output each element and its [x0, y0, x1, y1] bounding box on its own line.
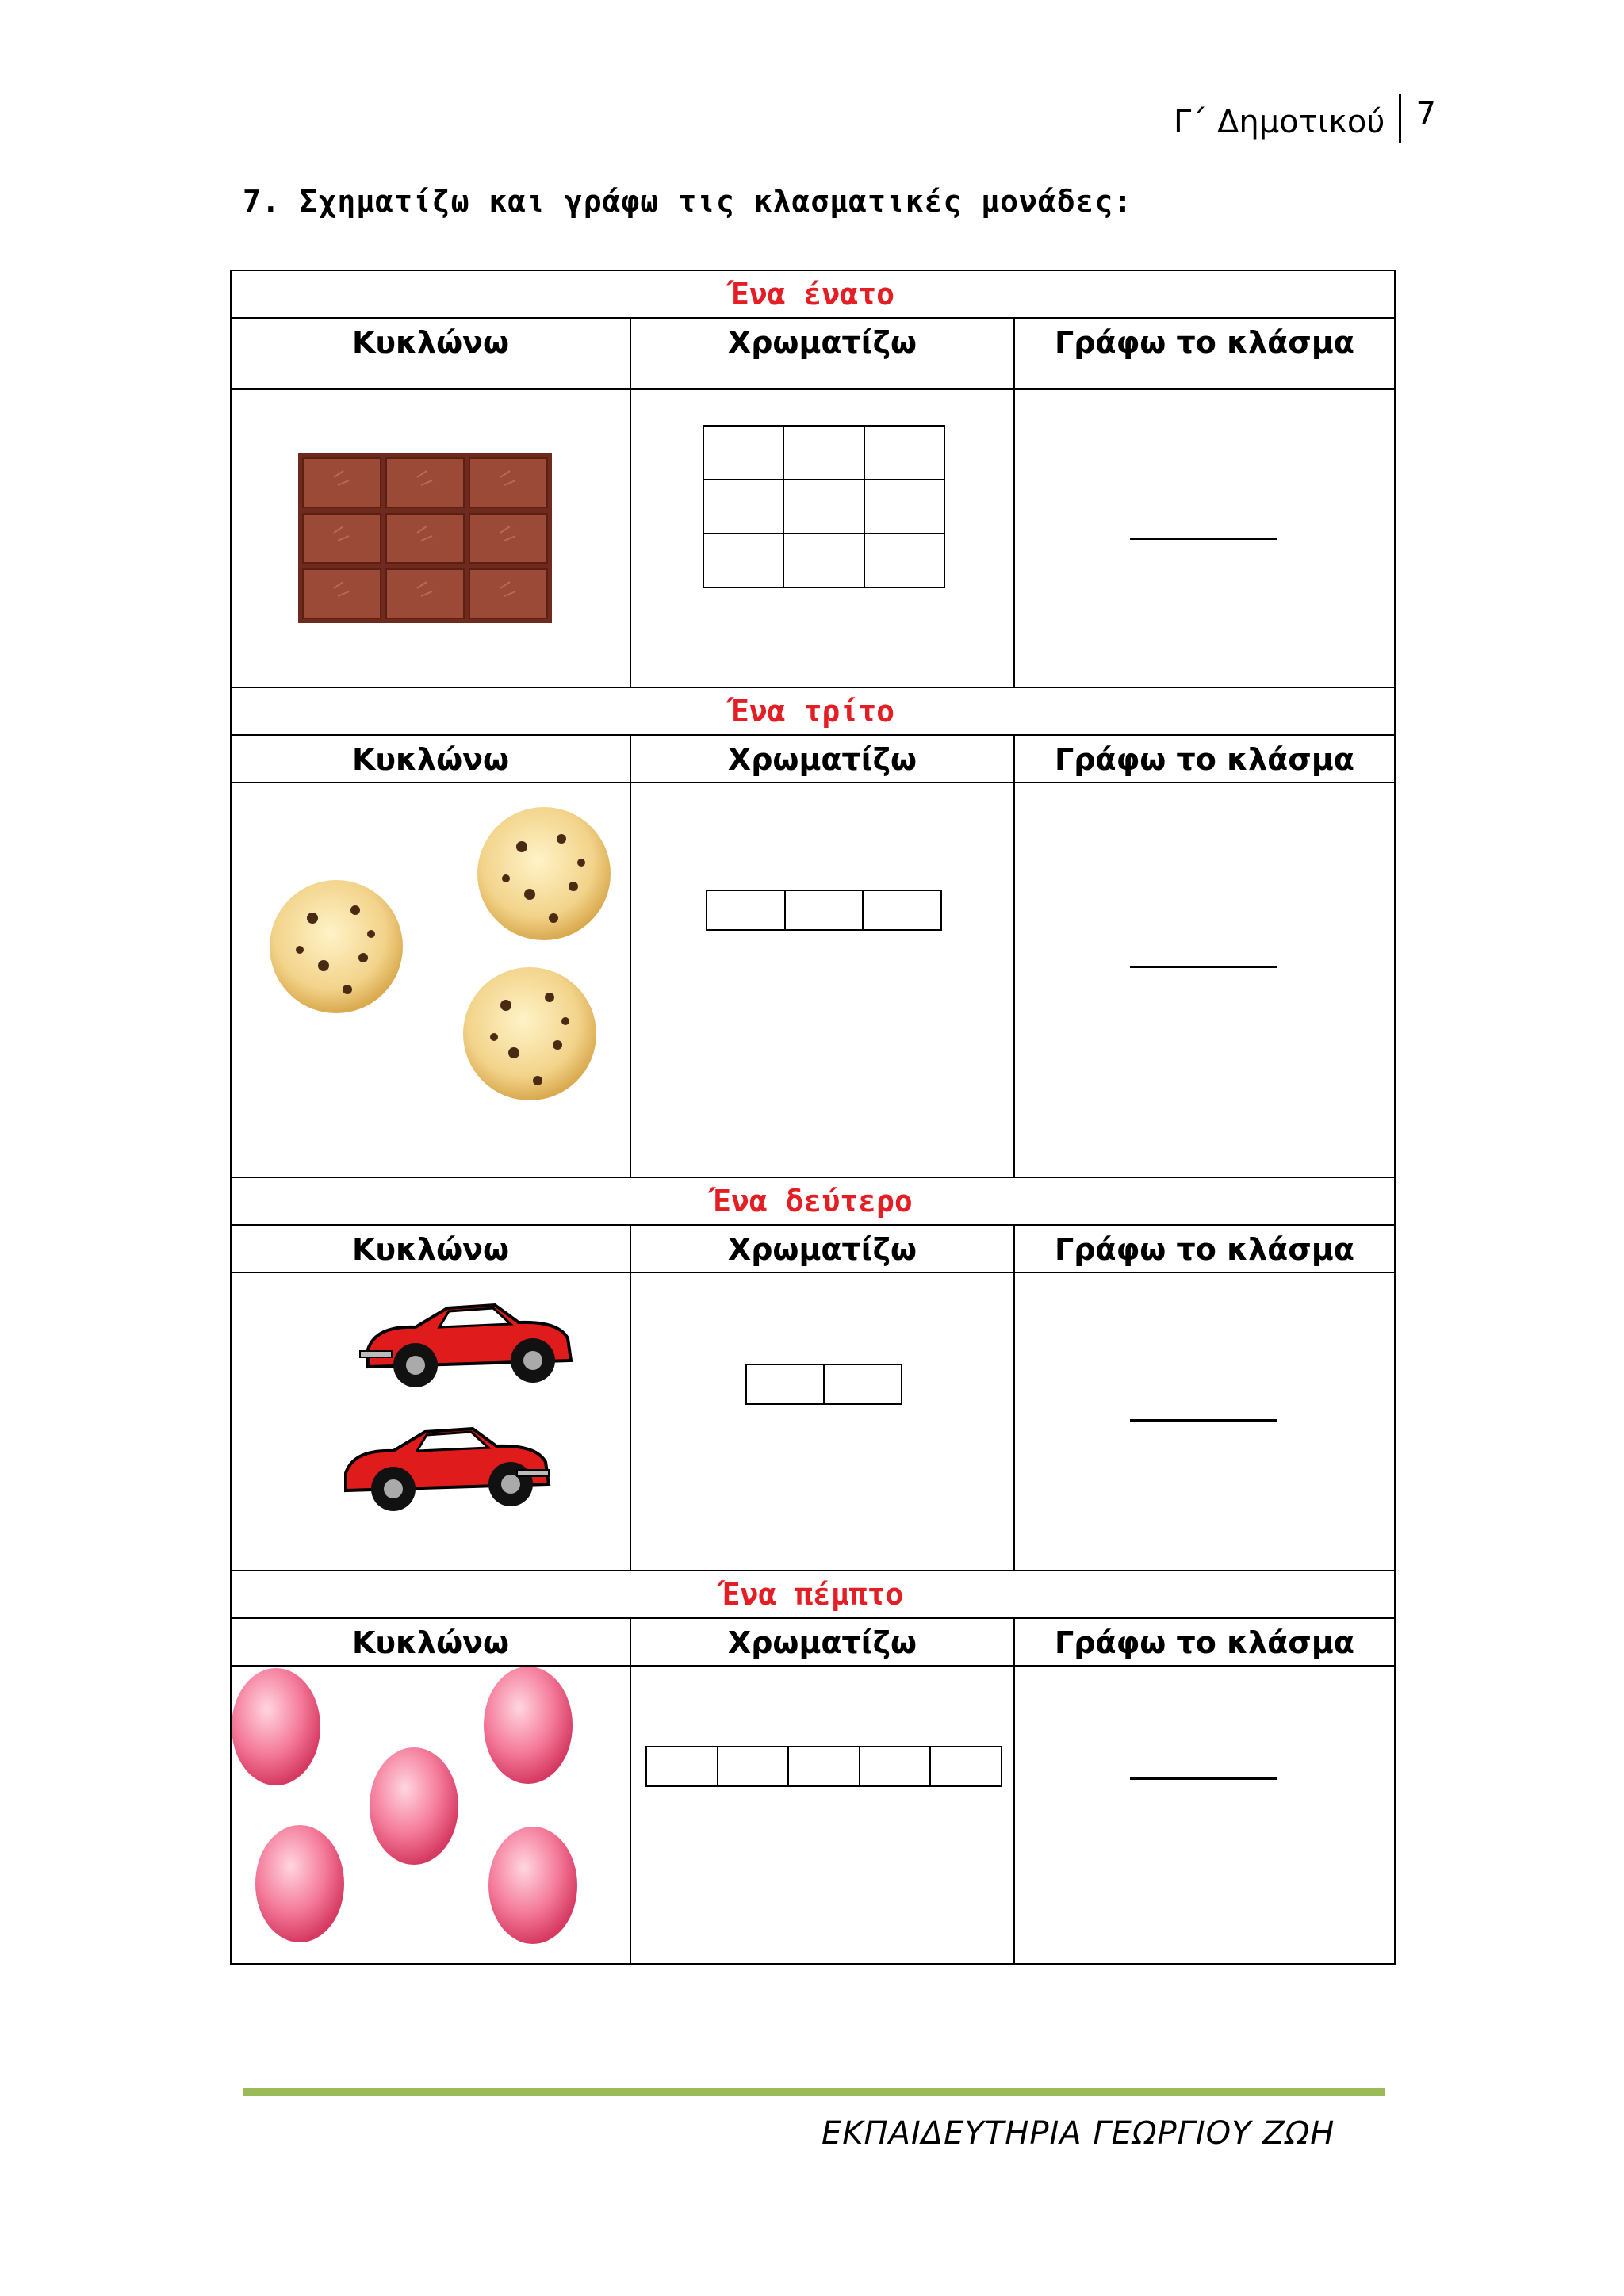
content-row — [232, 1273, 1394, 1571]
footer-rule — [243, 2088, 1385, 2096]
section-one-ninth — [232, 271, 1394, 688]
cookie[interactable] — [270, 880, 403, 1013]
grid-cell[interactable] — [647, 1747, 718, 1787]
exercise-title: 7. Σχηματίζω και γράφω τις κλασματικές μονάδες: — [243, 184, 1133, 219]
answer-line[interactable] — [1130, 538, 1277, 540]
column-header-write: Γράφω το κλάσμα — [1055, 325, 1354, 360]
content-row — [232, 783, 1394, 1178]
column-header-circle: Κυκλώνω — [232, 1226, 631, 1272]
grid-cell[interactable] — [860, 1747, 932, 1787]
grid-cell[interactable] — [784, 427, 864, 480]
answer-line[interactable] — [1130, 966, 1277, 968]
color-cell — [631, 783, 1015, 1177]
pink-eggs-image[interactable] — [232, 1667, 631, 1960]
cookies-image[interactable] — [268, 807, 617, 1108]
content-row — [232, 1667, 1394, 1963]
column-header-row — [232, 1619, 1394, 1667]
section-title: Ένα δεύτερο — [232, 1178, 1394, 1226]
column-header-row — [232, 319, 1394, 390]
cookie[interactable] — [477, 807, 611, 940]
circle-cell — [232, 1667, 631, 1963]
column-header-row — [232, 1226, 1394, 1273]
grid-cell[interactable] — [704, 480, 784, 534]
fraction-grid-2[interactable] — [745, 1364, 902, 1405]
grid-cell[interactable] — [865, 427, 945, 480]
egg[interactable] — [255, 1825, 344, 1942]
column-header-circle: Κυκλώνω — [232, 319, 631, 388]
write-cell — [1015, 390, 1394, 687]
grid-cell[interactable] — [784, 480, 864, 534]
write-cell — [1015, 783, 1394, 1177]
footer-author: ΕΚΠΑΙΔΕΥΤΗΡΙΑ ΓΕΩΡΓΙΟΥ ΖΩΗ — [822, 2115, 1335, 2152]
section-title: Ένα πέμπτο — [232, 1571, 1394, 1619]
answer-line[interactable] — [1130, 1419, 1277, 1422]
column-header-circle: Κυκλώνω — [232, 1619, 631, 1665]
grid-cell[interactable] — [865, 534, 945, 588]
column-header-write: Γράφω το κλάσμα — [1055, 742, 1354, 777]
red-car[interactable] — [346, 1429, 549, 1511]
grid-cell[interactable] — [865, 480, 945, 534]
circle-cell — [232, 390, 631, 687]
column-header-circle: Κυκλώνω — [232, 736, 631, 782]
grid-cell[interactable] — [789, 1747, 860, 1787]
grade-label: Γ΄ Δημοτικού — [1174, 94, 1401, 143]
section-one-third — [232, 688, 1394, 1178]
column-header-color: Χρωματίζω — [631, 1619, 1015, 1665]
grid-cell[interactable] — [704, 534, 784, 588]
write-cell — [1015, 1273, 1394, 1570]
egg[interactable] — [232, 1668, 320, 1785]
grid-cell[interactable] — [707, 891, 786, 931]
grid-cell[interactable] — [704, 427, 784, 480]
section-one-fifth — [232, 1571, 1394, 1963]
write-cell — [1015, 1667, 1394, 1963]
column-header-color: Χρωματίζω — [631, 736, 1015, 782]
grid-cell[interactable] — [784, 534, 864, 588]
grid-cell[interactable] — [931, 1747, 1002, 1787]
red-cars-image[interactable] — [338, 1294, 584, 1532]
grid-cell[interactable] — [864, 891, 942, 931]
column-header-write: Γράφω το κλάσμα — [1055, 1625, 1354, 1660]
cookie[interactable] — [463, 967, 596, 1100]
column-header-color: Χρωματίζω — [631, 1226, 1015, 1272]
content-row — [232, 390, 1394, 688]
fraction-grid-9[interactable] — [703, 425, 945, 588]
answer-line[interactable] — [1130, 1777, 1277, 1780]
section-one-half — [232, 1178, 1394, 1571]
section-title: Ένα ένατο — [232, 271, 1394, 319]
page-header — [1174, 94, 1436, 144]
worksheet-table — [230, 270, 1396, 1965]
page-number: 7 — [1415, 96, 1436, 132]
chocolate-bar-image[interactable] — [298, 453, 552, 623]
column-header-write: Γράφω το κλάσμα — [1055, 1232, 1354, 1267]
circle-cell — [232, 1273, 631, 1570]
color-cell — [631, 1273, 1015, 1570]
fraction-grid-5[interactable] — [645, 1746, 1002, 1787]
grid-cell[interactable] — [786, 891, 864, 931]
circle-cell — [232, 783, 631, 1177]
egg[interactable] — [370, 1747, 458, 1865]
grid-cell[interactable] — [825, 1365, 902, 1405]
egg[interactable] — [488, 1827, 577, 1944]
egg[interactable] — [484, 1667, 573, 1784]
color-cell — [631, 1667, 1015, 1963]
red-car[interactable] — [360, 1305, 571, 1387]
grid-cell[interactable] — [747, 1365, 825, 1405]
section-title: Ένα τρίτο — [232, 688, 1394, 736]
fraction-grid-3[interactable] — [706, 890, 942, 931]
color-cell — [631, 390, 1015, 687]
grid-cell[interactable] — [718, 1747, 790, 1787]
column-header-row — [232, 736, 1394, 783]
column-header-color: Χρωματίζω — [631, 319, 1015, 388]
